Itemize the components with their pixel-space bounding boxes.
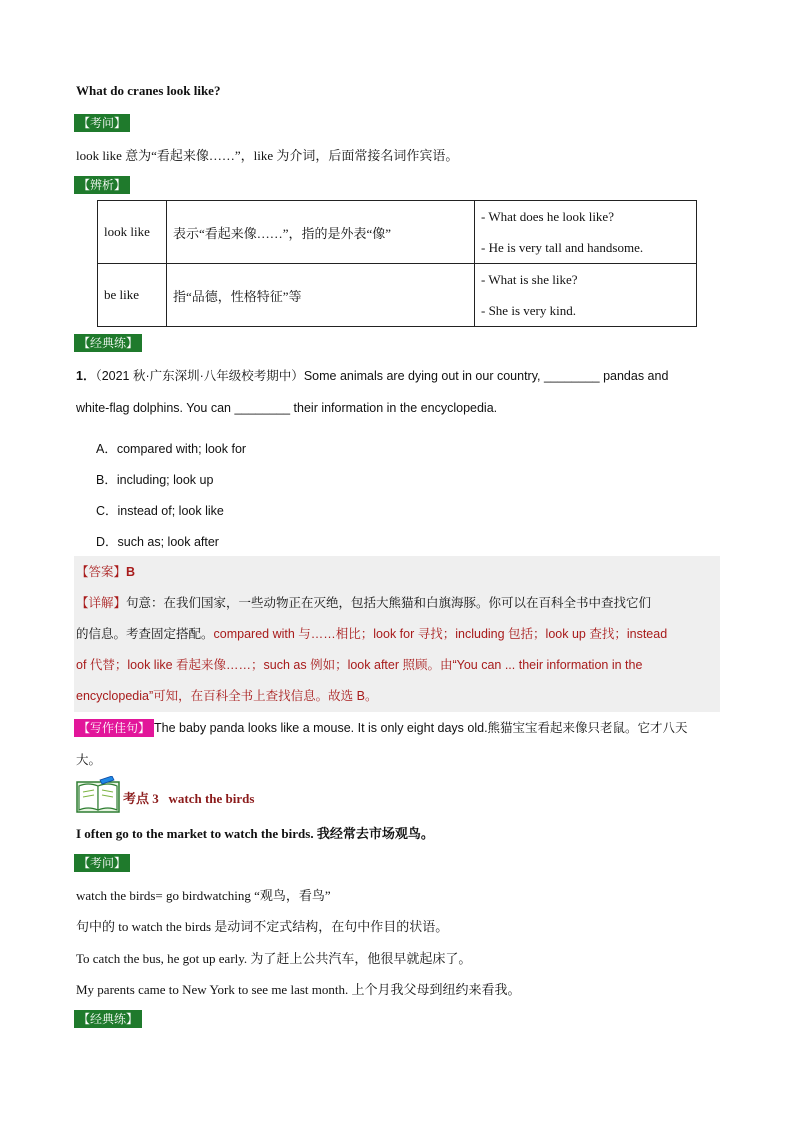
tag-bianxi: 【辨析】: [74, 176, 130, 194]
writing-sentence-text: The baby panda looks like a mouse. It is only eight days old.熊猫宝宝看起来像只老鼠。它才八天: [154, 721, 688, 735]
tag-jingdianlian: 【经典练】: [74, 334, 142, 352]
meaning-cell: 指“品德，性格特征”等: [167, 264, 475, 327]
option-b: B．including; look up: [96, 473, 214, 487]
table-row: [98, 264, 697, 327]
point3-line-1: watch the birds= go birdwatching “观鸟，看鸟”: [76, 888, 331, 903]
point3-line-2: 句中的 to watch the birds 是动词不定式结构，在句中作目的状语。: [76, 919, 449, 934]
option-d: D．such as; look after: [96, 535, 219, 549]
detail-text-1: 句意：在我们国家，一些动物正在灭绝，包括大熊猫和白旗海豚。你可以在百科全书中查找它们: [126, 596, 652, 610]
example-line: - He is very tall and handsome.: [481, 240, 644, 255]
example-line: - She is very kind.: [481, 303, 576, 318]
answer-label: 【答案】: [76, 565, 127, 579]
detail-label: 【详解】: [76, 596, 127, 610]
example-line: - What does he look like?: [481, 209, 614, 224]
tag-jingdianlian-2: 【经典练】: [74, 1010, 142, 1028]
tag-kaowen-2: 【考问】: [74, 854, 130, 872]
answer-value: B: [126, 565, 136, 579]
detail-line-3: of 代替；look like 看起来像……；such as 例如；look after 照顾。由“You can ... their information in the: [76, 658, 643, 672]
question-number: 1．: [76, 369, 96, 383]
option-a: A．compared with; look for: [96, 442, 247, 456]
term-cell: be like: [98, 264, 167, 327]
point3-heading: [123, 788, 254, 807]
writing-sentence-line-1: [74, 718, 688, 738]
question-text-1: Some animals are dying out in our country, ________ pandas and: [303, 369, 669, 383]
tag-xiezuojiaju: 【写作佳句】: [74, 719, 154, 737]
detail-line-4: encyclopedia”可知，在百科全书上查找信息。故选 B。: [76, 689, 378, 703]
meaning-cell: 表示“看起来像……”，指的是外表“像”: [167, 201, 475, 264]
page-heading: What do cranes look like?: [76, 83, 221, 98]
point3-line-4: My parents came to New York to see me last month. 上个月我父母到纽约来看我。: [76, 982, 521, 997]
option-c: C．instead of; look like: [96, 504, 224, 518]
example-cell: [475, 264, 697, 327]
point3-line-3: To catch the bus, he got up early. 为了赶上公共汽车，他很早就起床了。: [76, 951, 472, 966]
question-source: （2021 秋·广东深圳·八年级校考期中）: [95, 369, 304, 383]
answer-line: [76, 557, 721, 588]
example-cell: [475, 201, 697, 264]
intro-line: look like 意为“看起来像……”，like 为介词，后面常接名词作宾语。: [76, 148, 459, 163]
detail-text-2b: compared with 与……相比；look for 寻找；including 包括；look up 查找；instead: [213, 627, 668, 641]
comparison-table: [97, 200, 697, 327]
detail-line-1: [76, 588, 721, 619]
writing-sentence-line-2: 大。: [76, 753, 102, 767]
open-book-icon: [76, 776, 120, 814]
tag-kaowen: 【考问】: [74, 114, 130, 132]
point3-sentence: I often go to the market to watch the birds. 我经常去市场观鸟。: [76, 826, 434, 841]
term-cell: look like: [98, 201, 167, 264]
detail-text-2a: 的信息。考查固定搭配。: [76, 627, 214, 641]
question-line-2: white-flag dolphins. You can ________ their information in the encyclopedia.: [76, 401, 498, 415]
detail-line-2: [76, 619, 721, 650]
point3-title: watch the birds: [168, 791, 255, 806]
table-row: [98, 201, 697, 264]
example-line: - What is she like?: [481, 272, 578, 287]
point3-label: 考点 3: [123, 791, 159, 806]
question-line-1: [76, 366, 668, 384]
